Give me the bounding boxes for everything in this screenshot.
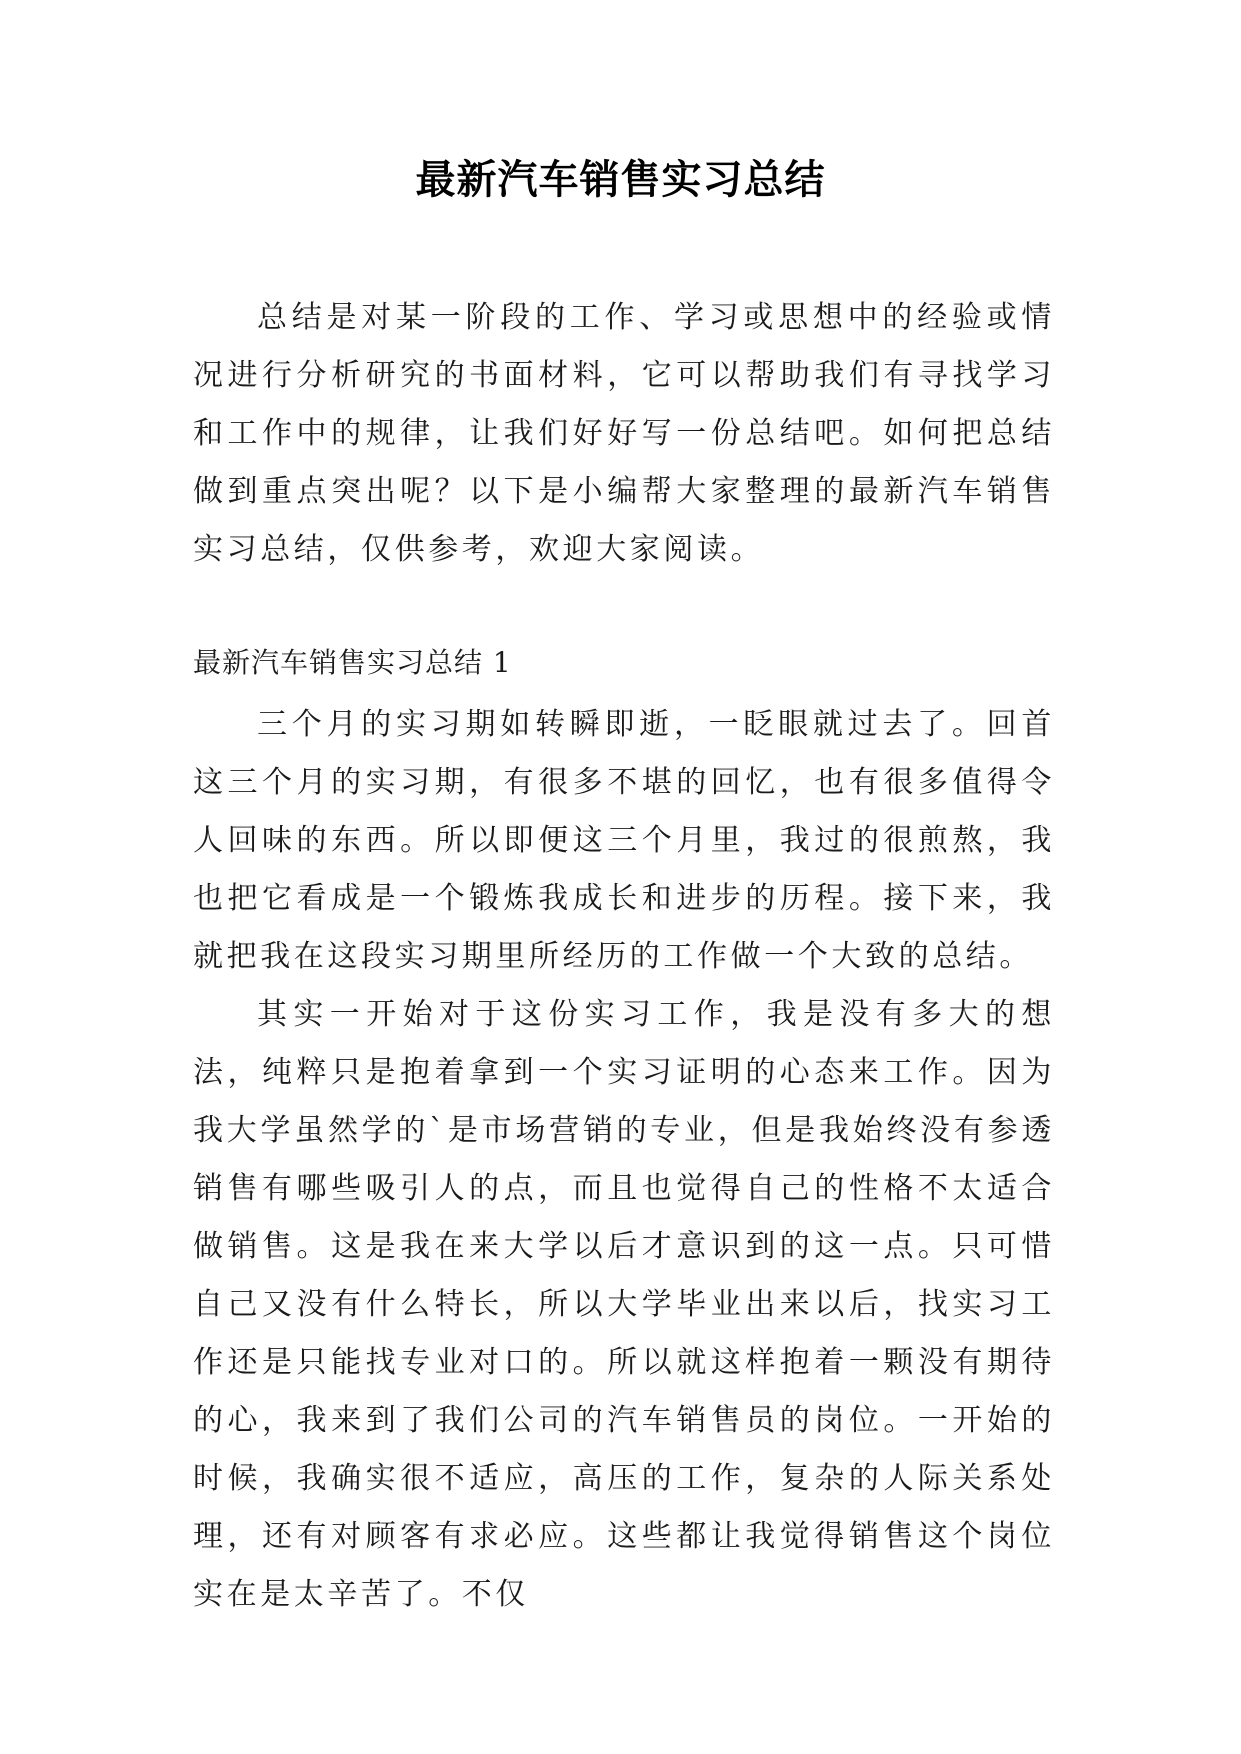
document-title: 最新汽车销售实习总结: [415, 157, 826, 203]
body-paragraph-2: 其实一开始对于这份实习工作，我是没有多大的想法，纯粹只是抱着拿到一个实习证明的心态来工作。因为我大学虽然学的`是市场营销的专业，但是我始终没有参透销售有哪些吸引人的点，而且也觉得自己的性格不太适合做销售。这是我在来大学以后才意识到的这一点。只可惜自己又没有什么特长，所以大学毕业出来以后，找实习工作还是只能找专业对口的。所以就这样抱着一颗没有期待的心，我来到了我们公司的汽车销售员的岗位。一开始的时候，我确实很不适应，高压的工作，复杂的人际关系处理，还有对顾客有求必应。这些都让我觉得销售这个岗位实在是太辛苦了。不仅: [193, 997, 1055, 1612]
intro-paragraph: 总结是对某一阶段的工作、学习或思想中的经验或情况进行分析研究的书面材料，它可以帮助我们有寻找学习和工作中的规律，让我们好好写一份总结吧。如何把总结做到重点突出呢？以下是小编帮大家整理的最新汽车销售实习总结，仅供参考，欢迎大家阅读。: [193, 300, 1055, 567]
section-heading: 最新汽车销售实习总结 1: [193, 646, 512, 679]
body-paragraph-1: 三个月的实习期如转瞬即逝，一眨眼就过去了。回首这三个月的实习期，有很多不堪的回忆，也有很多值得令人回味的东西。所以即便这三个月里，我过的很煎熬，我也把它看成是一个锻炼我成长和进步的历程。接下来，我就把我在这段实习期里所经历的工作做一个大致的总结。: [193, 707, 1055, 974]
